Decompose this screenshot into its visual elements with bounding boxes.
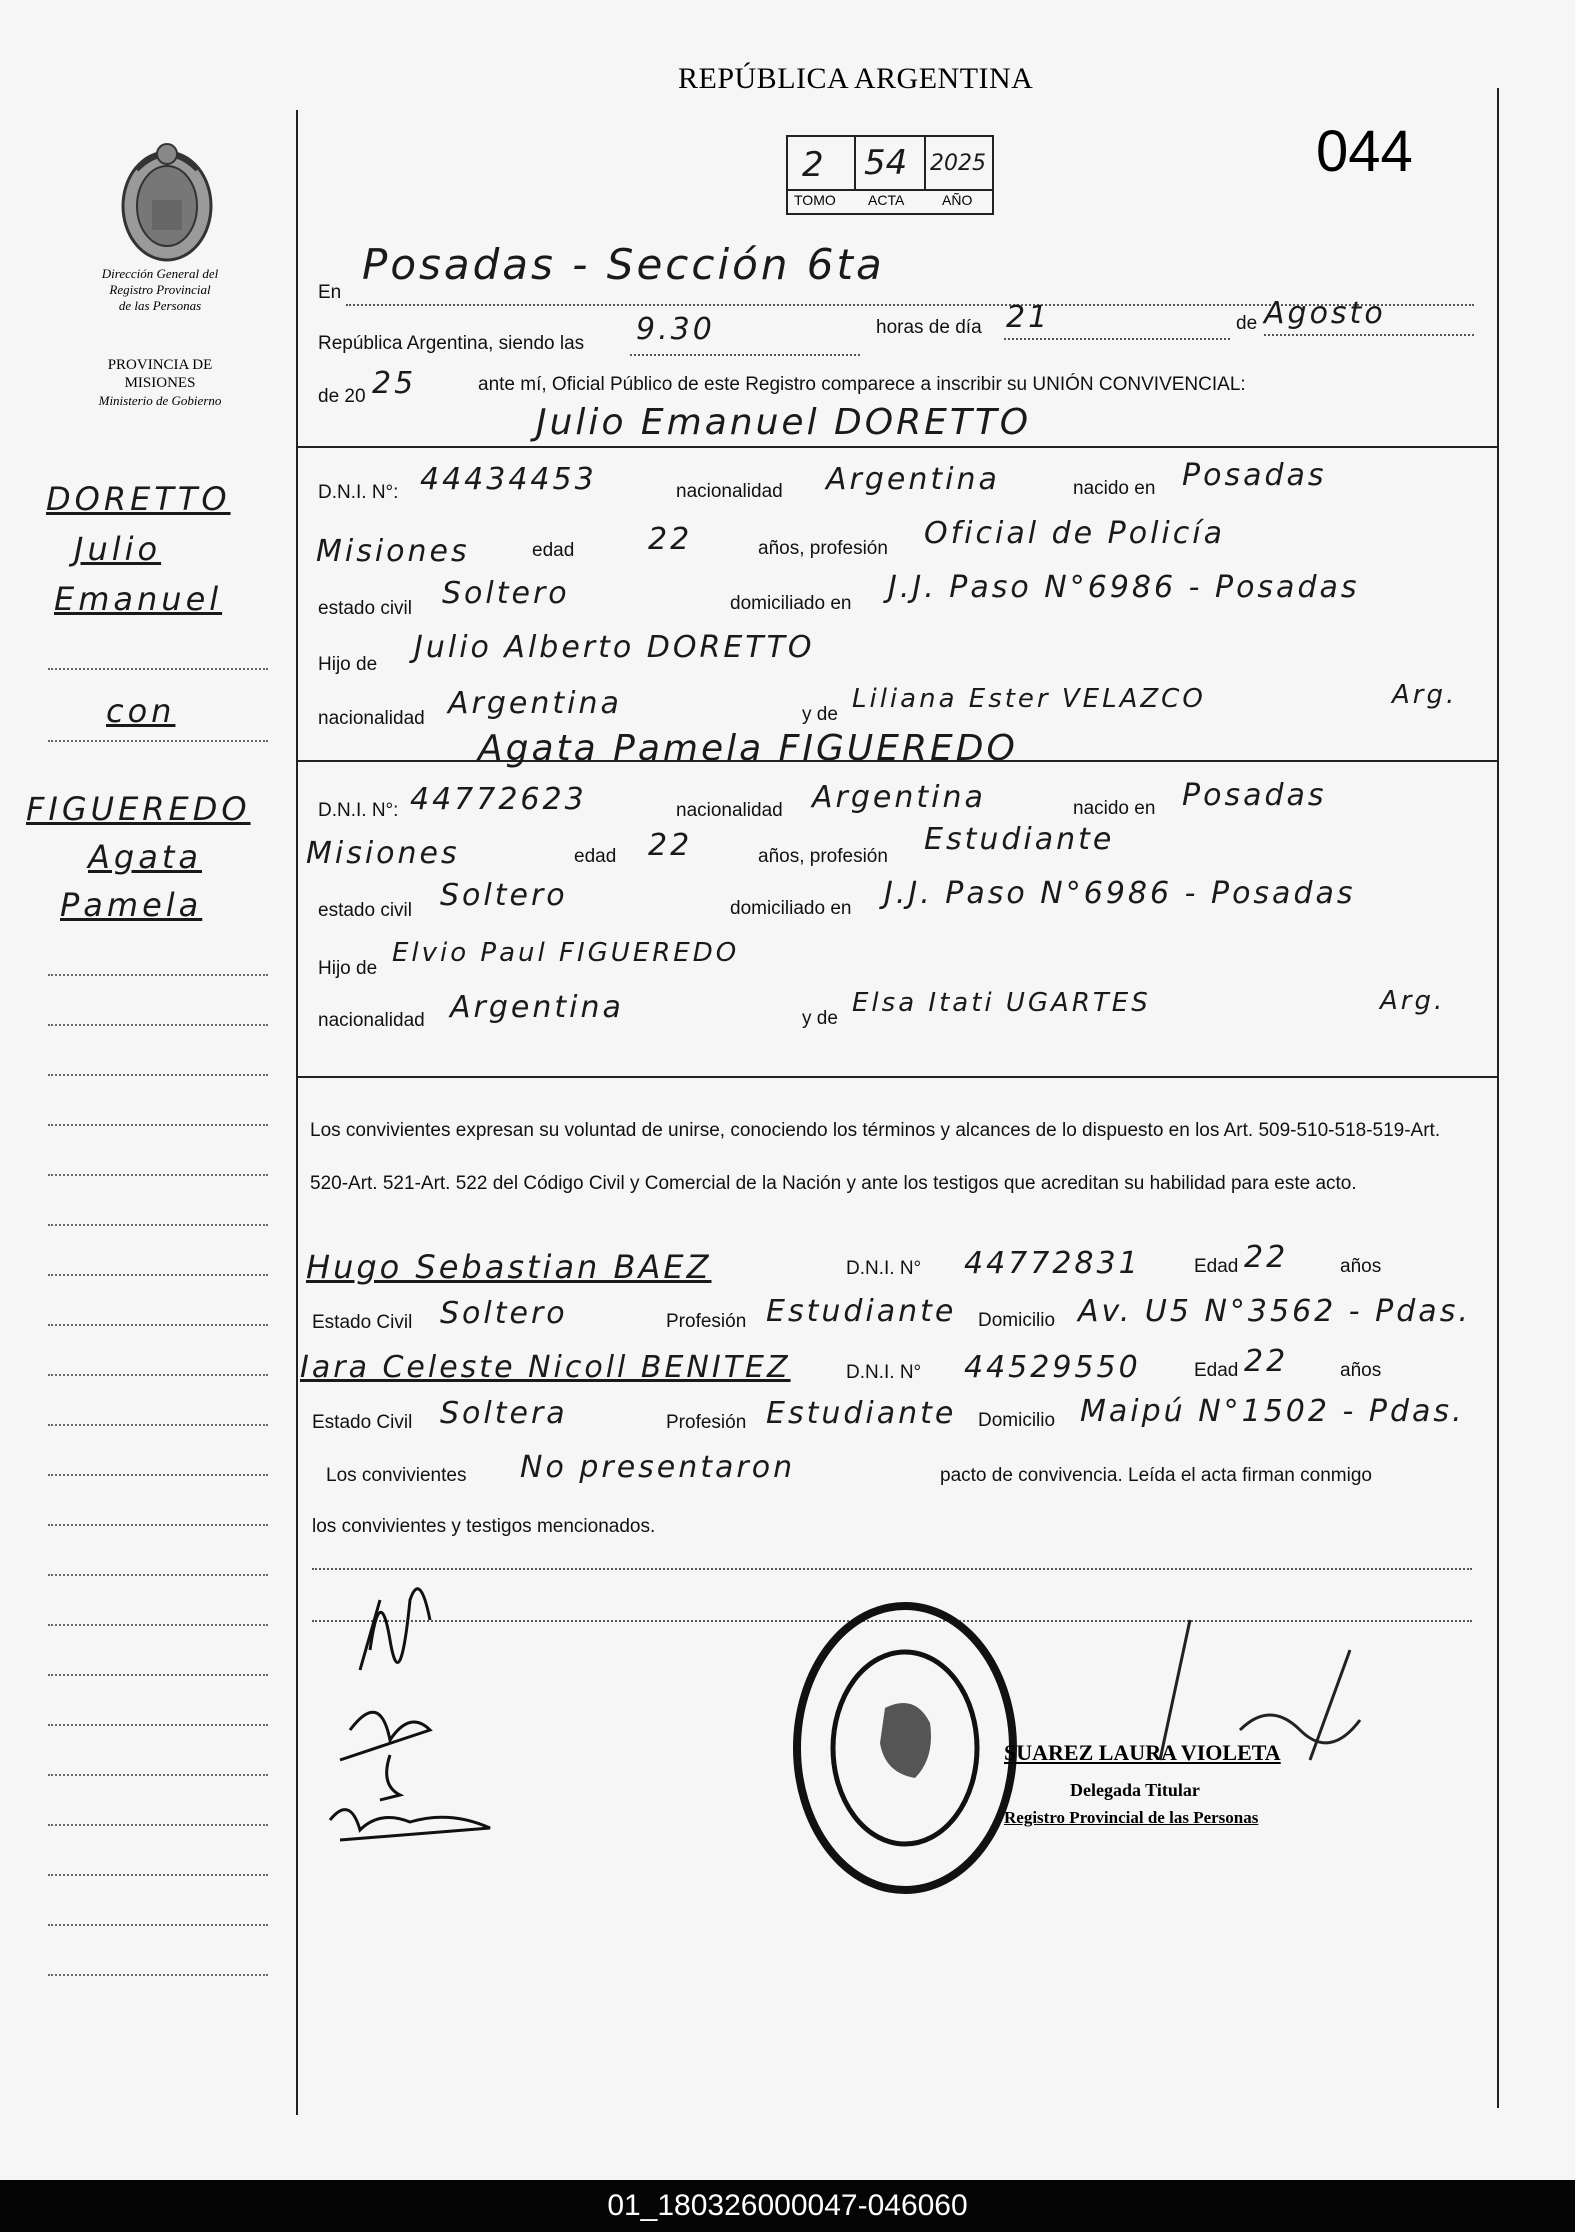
witness-dni-label: D.N.I. N°: [846, 1258, 922, 1279]
margin-surname-2: FIGUEREDO: [26, 790, 251, 828]
acta-label: ACTA: [868, 192, 905, 208]
domicile-label: domiciliado en: [730, 593, 852, 614]
domicile-label: domiciliado en: [730, 898, 852, 919]
right-frame-line: [1497, 88, 1499, 2108]
nationality-label: nacionalidad: [676, 800, 783, 821]
place-value: Posadas - Sección 6ta: [362, 240, 885, 289]
institution-name: Dirección General del Registro Provincial de las Personas: [101, 266, 219, 313]
section-divider: [296, 446, 1498, 448]
person2-father-nationality: Argentina: [450, 990, 624, 1025]
person2-mother: Elsa Itati UGARTES: [852, 988, 1151, 1018]
en-label: En: [318, 282, 342, 303]
pact-value: No presentaron: [520, 1450, 796, 1485]
born-label: nacido en: [1073, 478, 1156, 499]
years-label: años: [1340, 1256, 1382, 1277]
witness2-civil-status: Soltera: [440, 1396, 568, 1431]
witness2-address: Maipú N°1502 - Pdas.: [1080, 1394, 1465, 1429]
pact-label: Los convivientes: [326, 1465, 467, 1486]
witness1-dni: 44772831: [964, 1246, 1141, 1281]
year-value: 2025: [930, 151, 986, 176]
province-name: PROVINCIA DE MISIONES Ministerio de Gobierno: [98, 357, 222, 408]
year-label: AÑO: [942, 192, 973, 208]
and-of-label: y de: [802, 704, 838, 725]
born-label: nacido en: [1073, 798, 1156, 819]
pact-suffix: pacto de convivencia. Leída el acta firman conmigo: [940, 1465, 1372, 1486]
dni-label: D.N.I. N°:: [318, 800, 399, 821]
provincial-emblem-icon: [112, 130, 222, 270]
age-label: edad: [532, 540, 575, 561]
witness2-profession: Estudiante: [766, 1396, 957, 1431]
nationality-label: nacionalidad: [676, 481, 783, 502]
section-divider: [296, 1076, 1498, 1078]
witness-age-label: Edad: [1194, 1256, 1239, 1277]
person1-full-name: Julio Emanuel DORETTO: [536, 402, 1032, 443]
and-of-label: y de: [802, 1008, 838, 1029]
official-signature: [1040, 1610, 1400, 1770]
person2-father: Elvio Paul FIGUEREDO: [392, 938, 740, 968]
year-suffix-value: 25: [372, 366, 417, 401]
statement-text: ante mí, Oficial Público de este Registro comparece a inscribir su UNIÓN CONVIVENCIAL:: [478, 374, 1246, 395]
person2-mother-nationality: Arg.: [1380, 986, 1446, 1016]
parent-nationality-label: nacionalidad: [318, 1010, 425, 1031]
signature-scribbles: [320, 1560, 520, 1860]
republic-label: República Argentina, siendo las: [318, 333, 585, 354]
file-identifier-footer: 01_180326000047-046060: [0, 2180, 1575, 2232]
year-prefix-label: de 20: [318, 386, 366, 407]
official-name: SUAREZ LAURA VIOLETA: [1004, 1740, 1281, 1765]
person1-civil-status: Soltero: [442, 576, 570, 611]
witness2-name: Iara Celeste Nicoll BENITEZ: [300, 1350, 791, 1385]
person1-dni: 44434453: [420, 462, 597, 497]
time-value: 9.30: [636, 312, 715, 347]
left-frame-line: [296, 110, 298, 2115]
person2-dni: 44772623: [410, 782, 587, 817]
witness2-dni: 44529550: [964, 1350, 1141, 1385]
de-label: de: [1236, 313, 1258, 334]
witness-domicile-label: Domicilio: [978, 1310, 1056, 1331]
person2-birthplace: Posadas: [1182, 778, 1327, 813]
person2-civil-status: Soltero: [440, 878, 568, 913]
witness1-address: Av. U5 N°3562 - Pdas.: [1078, 1294, 1471, 1329]
witness1-age: 22: [1244, 1240, 1289, 1275]
witness2-age: 22: [1244, 1344, 1289, 1379]
witness1-profession: Estudiante: [766, 1294, 957, 1329]
person1-father: Julio Alberto DORETTO: [414, 630, 815, 665]
witness-domicile-label: Domicilio: [978, 1410, 1056, 1431]
witness-profession-label: Profesión: [666, 1412, 747, 1433]
official-institution: Registro Provincial de las Personas: [1004, 1808, 1259, 1827]
witness-civil-label: Estado Civil: [312, 1412, 413, 1433]
margin-firstname-1: Julio: [74, 530, 162, 568]
person2-profession: Estudiante: [924, 822, 1115, 857]
registry-number-box: [786, 135, 994, 215]
closing-text: los convivientes y testigos mencionados.: [312, 1516, 656, 1537]
witness1-civil-status: Soltero: [440, 1296, 568, 1331]
margin-middlename-2: Pamela: [60, 886, 203, 924]
person1-profession: Oficial de Policía: [924, 516, 1225, 551]
person1-age: 22: [648, 522, 693, 557]
declaration-text: Los convivientes expresan su voluntad de unirse, conociendo los términos y alcances de lo dispuesto en los Art. 509-510-518-519-Art. 520-Art. 521-Art. 522 del Código Civil y Comercial de la Nación y ante los testigos que acreditan su habilidad para este acto.: [310, 1120, 1441, 1194]
margin-firstname-2: Agata: [88, 838, 202, 876]
horas-label: horas de día: [876, 317, 982, 338]
person2-full-name: Agata Pamela FIGUEREDO: [478, 728, 1018, 769]
margin-connector: con: [106, 692, 176, 730]
parent-nationality-label: nacionalidad: [318, 708, 425, 729]
person2-nationality: Argentina: [812, 780, 986, 815]
witness1-name: Hugo Sebastian BAEZ: [306, 1248, 712, 1286]
person1-birthplace: Posadas: [1182, 458, 1327, 493]
age-label: edad: [574, 846, 617, 867]
person1-address: J.J. Paso N°6986 - Posadas: [888, 570, 1360, 605]
month-value: Agosto: [1264, 296, 1386, 331]
day-value: 21: [1006, 300, 1051, 335]
margin-middlename-1: Emanuel: [54, 580, 223, 618]
tomo-value: 2: [802, 145, 824, 185]
margin-surname-1: DORETTO: [46, 480, 231, 518]
official-stamp-icon: [790, 1598, 1020, 1898]
person1-mother-nationality: Arg.: [1392, 680, 1458, 710]
civil-status-label: estado civil: [318, 900, 412, 921]
witness-age-label: Edad: [1194, 1360, 1239, 1381]
witness-civil-label: Estado Civil: [312, 1312, 413, 1333]
witness-profession-label: Profesión: [666, 1311, 747, 1332]
son-of-label: Hijo de: [318, 654, 378, 675]
dni-label: D.N.I. N°:: [318, 482, 399, 503]
person1-nationality: Argentina: [826, 462, 1000, 497]
tomo-label: TOMO: [794, 192, 836, 208]
document-header-title: REPÚBLICA ARGENTINA: [678, 62, 1034, 95]
civil-status-label: estado civil: [318, 598, 412, 619]
profession-label: años, profesión: [758, 538, 888, 559]
person2-province: Misiones: [306, 836, 460, 871]
acta-value: 54: [864, 143, 908, 183]
profession-label: años, profesión: [758, 846, 888, 867]
person2-age: 22: [648, 828, 693, 863]
son-of-label: Hijo de: [318, 958, 378, 979]
years-label: años: [1340, 1360, 1382, 1381]
person1-province: Misiones: [316, 534, 470, 569]
official-role: Delegada Titular: [1070, 1780, 1200, 1800]
person1-mother: Liliana Ester VELAZCO: [852, 684, 1206, 714]
person1-father-nationality: Argentina: [448, 686, 622, 721]
page-number: 044: [1316, 119, 1413, 184]
witness-dni-label: D.N.I. N°: [846, 1362, 922, 1383]
person2-address: J.J. Paso N°6986 - Posadas: [884, 876, 1356, 911]
